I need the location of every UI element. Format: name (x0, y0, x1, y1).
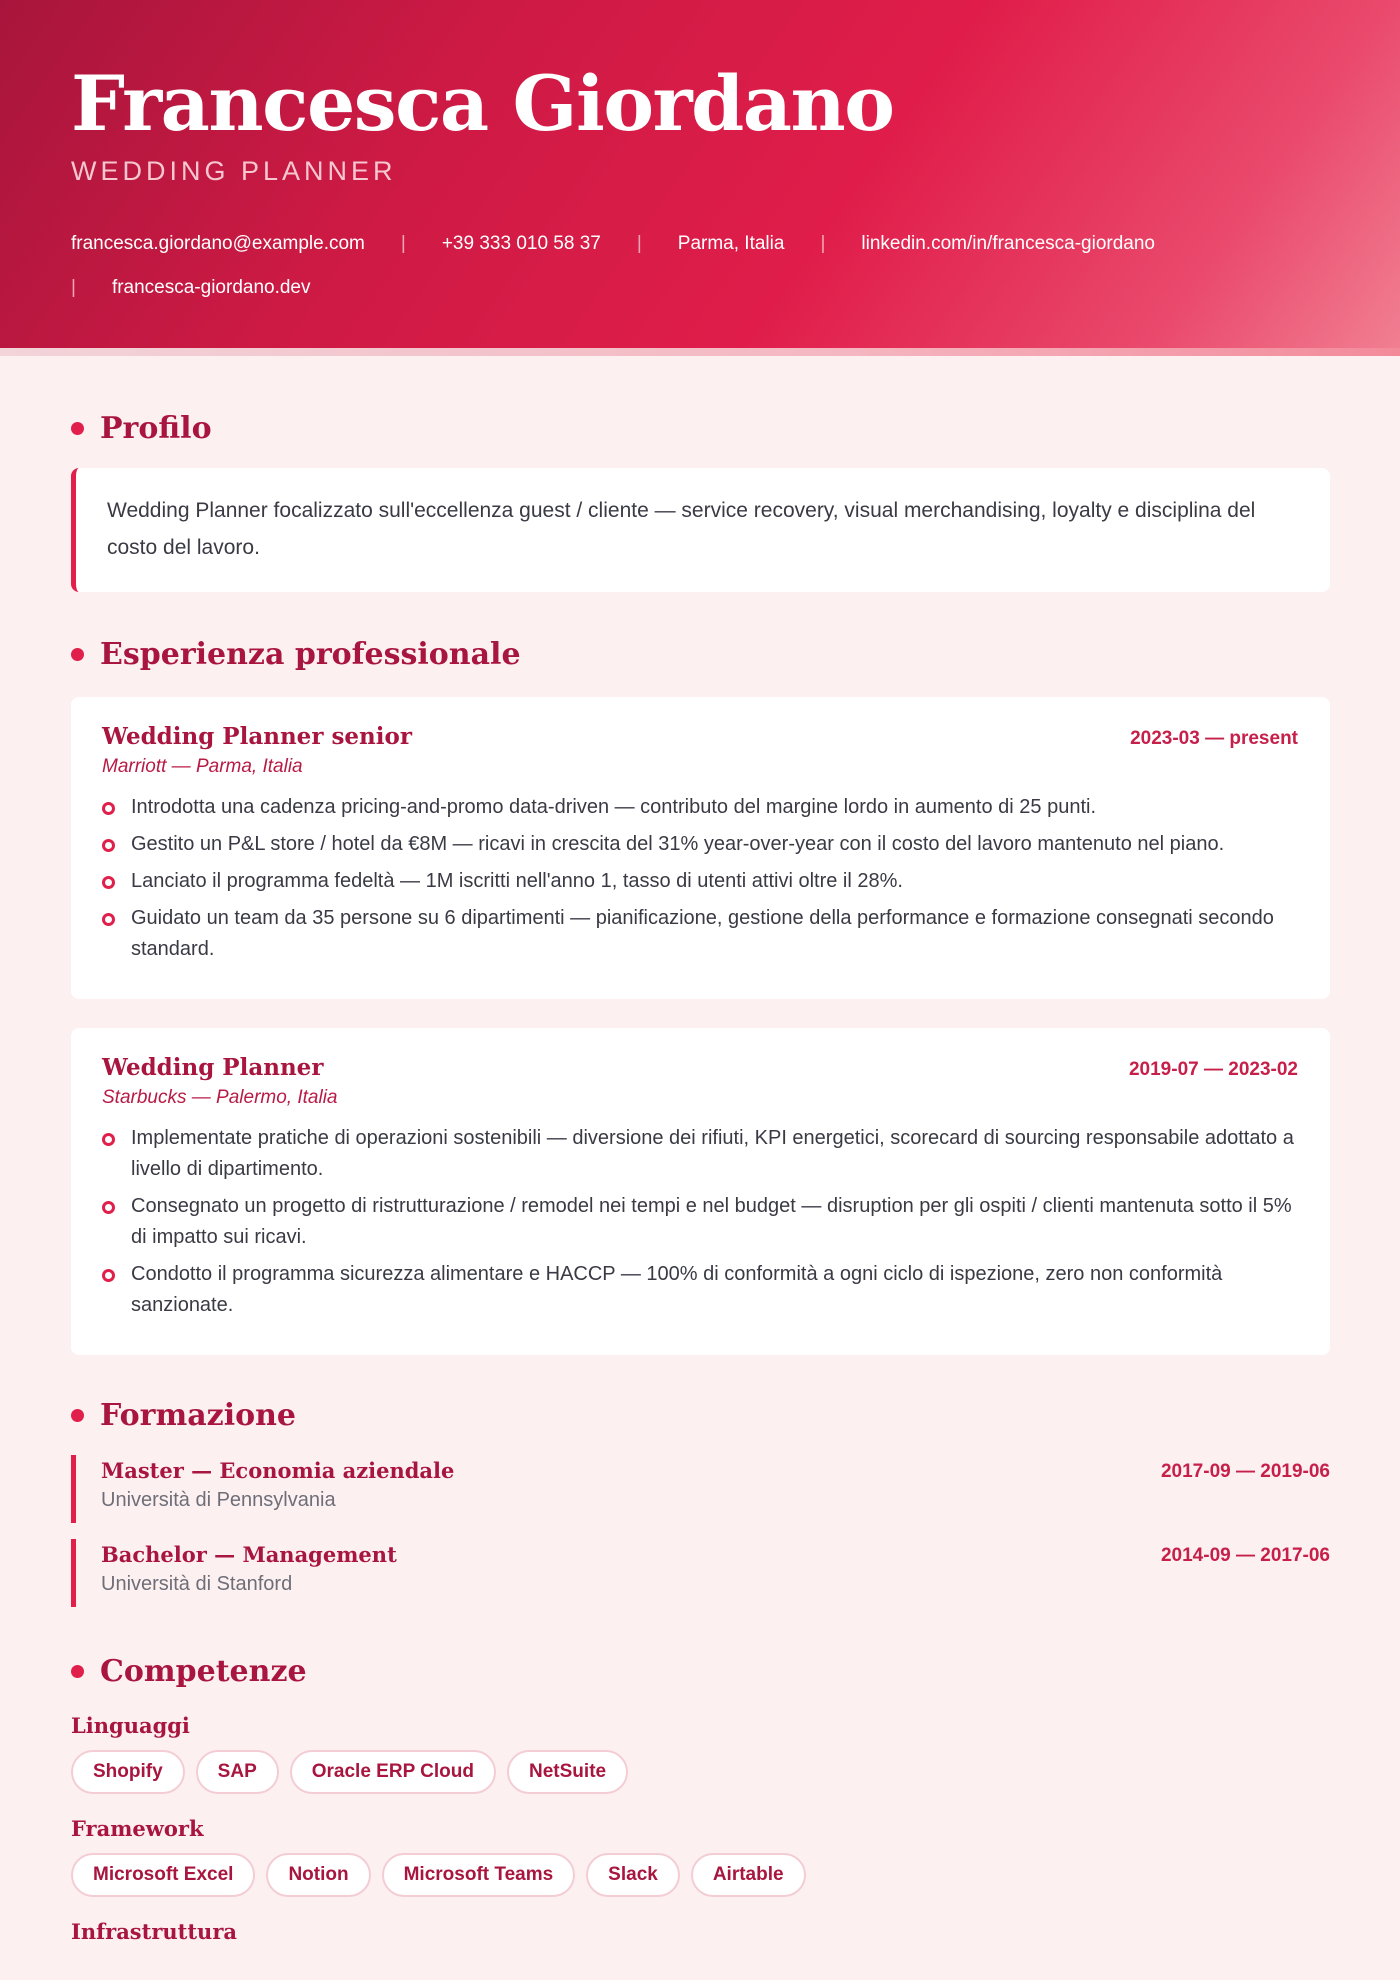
education-title: Formazione (100, 1397, 296, 1433)
section-title (71, 408, 1330, 448)
education-school: Università di Stanford (101, 1573, 293, 1595)
education-info (101, 1455, 454, 1523)
profile-title: Profilo (100, 410, 212, 446)
job-card (71, 697, 1330, 999)
bullet-dot-icon (71, 648, 84, 661)
job-company: Marriott — Parma, Italia (102, 756, 303, 777)
contact-phone[interactable]: +39 333 010 58 37 (441, 233, 601, 254)
experience-section (71, 634, 1330, 1355)
job-dates: 2019-07 — 2023-02 (1128, 1059, 1298, 1080)
contact-website[interactable]: francesca-giordano.dev (111, 277, 311, 298)
education-school: Università di Pennsylvania (101, 1489, 336, 1511)
experience-title: Esperienza professionale (100, 636, 521, 672)
job-bullets (102, 792, 1298, 965)
education-degree: Bachelor — Management (101, 1542, 397, 1567)
education-dates: 2014-09 — 2017-06 (1160, 1545, 1330, 1566)
job-bullet: Condotto il programma sicurezza alimentare e HACCP — 100% di conformità a ogni ciclo di ispezione, zero non conformità sanzionate. (102, 1259, 1298, 1321)
job-header (102, 1054, 1298, 1081)
job-bullet: Guidato un team da 35 persone su 6 dipartimenti — pianificazione, gestione della performance e formazione consegnati secondo standard. (102, 903, 1298, 965)
job-role: Wedding Planner senior (102, 723, 412, 750)
skill-chip: SAP (196, 1750, 279, 1794)
education-dates: 2017-09 — 2019-06 (1160, 1461, 1330, 1482)
skill-group-title: Linguaggi (71, 1713, 190, 1738)
contact-list (71, 222, 1331, 310)
job-dates: 2023-03 — present (1130, 728, 1298, 749)
skill-chip: Airtable (691, 1853, 806, 1897)
skill-group-title: Framework (71, 1816, 204, 1841)
skill-chip: Notion (266, 1853, 370, 1897)
job-card (71, 1028, 1330, 1355)
contact-linkedin[interactable]: linkedin.com/in/francesca-giordano (861, 233, 1155, 254)
skill-group (71, 1816, 1330, 1897)
skill-group-title: Infrastruttura (71, 1919, 237, 1944)
job-bullet: Gestito un P&L store / hotel da €8M — ricavi in crescita del 31% year-over-year con il costo del lavoro mantenuto nel piano. (102, 829, 1298, 860)
job-bullet: Implementate pratiche di operazioni sostenibili — diversione dei rifiuti, KPI energetici, scorecard di sourcing responsabile adottato a livello di dipartimento. (102, 1123, 1298, 1185)
bullet-dot-icon (71, 1665, 84, 1678)
job-bullets (102, 1123, 1298, 1321)
skill-chip: Microsoft Excel (71, 1853, 255, 1897)
skill-group (71, 1919, 1330, 1944)
skill-chip: Slack (586, 1853, 680, 1897)
skill-chip: Microsoft Teams (382, 1853, 576, 1897)
contact-separator: | (636, 233, 642, 254)
contact-row (71, 222, 1331, 266)
profile-section (71, 408, 1330, 592)
education-item (71, 1455, 1330, 1523)
profile-text: Wedding Planner focalizzato sull'eccellenza guest / cliente — service recovery, visual merchandising, loyalty e disciplina del costo del lavoro. (107, 499, 1256, 559)
job-bullet: Introdotta una cadenza pricing-and-promo data-driven — contributo del margine lordo in aumento di 25 punti. (102, 792, 1298, 823)
section-title (71, 1651, 1330, 1691)
skill-chips (71, 1853, 1330, 1897)
skills-title: Competenze (100, 1653, 307, 1689)
skill-chip: NetSuite (507, 1750, 628, 1794)
education-degree: Master — Economia aziendale (101, 1458, 455, 1483)
contact-separator: | (400, 233, 406, 254)
skill-chip: Oracle ERP Cloud (290, 1750, 496, 1794)
candidate-name: Francesca Giordano (71, 59, 894, 148)
resume-header (0, 0, 1400, 348)
section-title (71, 634, 1330, 674)
job-role: Wedding Planner (102, 1054, 324, 1081)
resume-body (71, 356, 1330, 1944)
contact-email[interactable]: francesca.giordano@example.com (71, 233, 365, 254)
skills-section (71, 1651, 1330, 1944)
job-bullet: Consegnato un progetto di ristrutturazione / remodel nei tempi e nel budget — disruption per gli ospiti / clienti mantenuta sotto il 5% di impatto sui ricavi. (102, 1191, 1298, 1253)
contact-separator: | (71, 277, 76, 298)
section-title (71, 1395, 1330, 1435)
profile-card (71, 468, 1330, 592)
contact-location: Parma, Italia (677, 233, 785, 254)
job-header (102, 723, 1298, 750)
job-bullet: Lanciato il programma fedeltà — 1M iscritti nell'anno 1, tasso di utenti attivi oltre il 28%. (102, 866, 1298, 897)
bullet-dot-icon (71, 1409, 84, 1422)
candidate-role: WEDDING PLANNER (71, 156, 397, 186)
contact-separator: | (820, 233, 826, 254)
header-divider (0, 348, 1400, 356)
education-section (71, 1395, 1330, 1607)
bullet-dot-icon (71, 422, 84, 435)
job-company: Starbucks — Palermo, Italia (102, 1087, 338, 1108)
education-info (101, 1539, 397, 1607)
education-item (71, 1539, 1330, 1607)
skill-chips (71, 1750, 1330, 1794)
skill-chip: Shopify (71, 1750, 185, 1794)
skill-group (71, 1713, 1330, 1794)
contact-row (71, 266, 1331, 310)
